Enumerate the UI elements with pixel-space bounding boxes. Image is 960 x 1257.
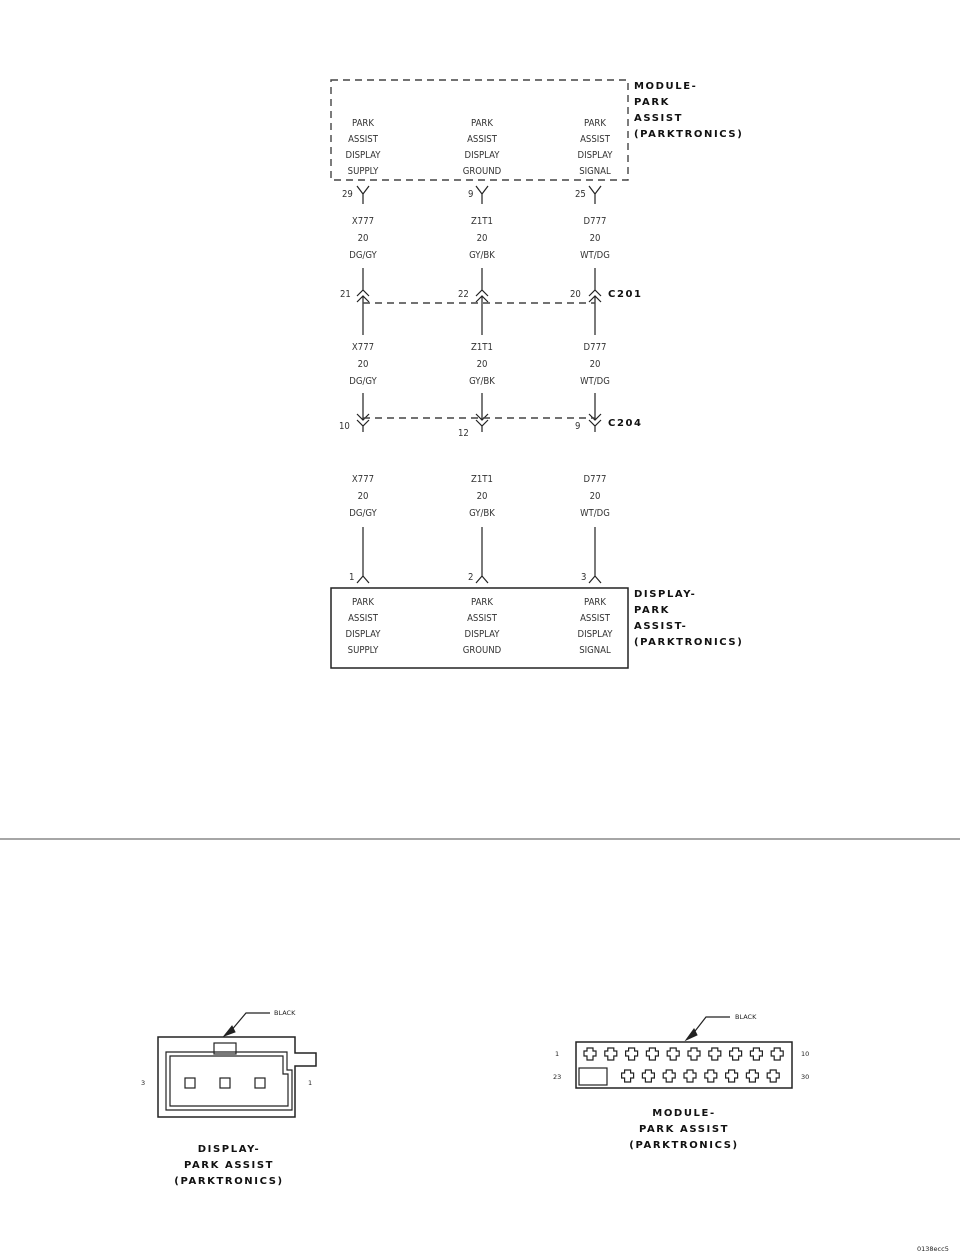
svg-text:PARK ASSIST: PARK ASSIST — [638, 1124, 730, 1135]
module-cavity-27 — [705, 1070, 717, 1082]
svg-text:MODULE-: MODULE- — [634, 81, 698, 92]
c204-symbols — [357, 393, 601, 432]
svg-text:DG/GY: DG/GY — [349, 250, 377, 261]
svg-text:SIGNAL: SIGNAL — [579, 166, 611, 177]
wire-labels-seg3 — [349, 474, 610, 519]
svg-text:Z1T1: Z1T1 — [471, 342, 493, 353]
module-connector-cavities — [584, 1048, 783, 1082]
display-circuit-2 — [463, 597, 502, 656]
svg-text:20: 20 — [357, 233, 369, 244]
display-connector-pin-left: 3 — [141, 1079, 146, 1087]
module-connector-pin-bottom-right: 30 — [801, 1073, 810, 1081]
module-cavity-26 — [684, 1070, 696, 1082]
display-circuit-1 — [346, 597, 382, 656]
c204-pin-3: 9 — [575, 421, 581, 432]
svg-text:20: 20 — [589, 491, 601, 502]
svg-text:GROUND: GROUND — [462, 166, 502, 177]
svg-text:ASSIST: ASSIST — [348, 134, 378, 145]
module-cavity-24 — [642, 1070, 654, 1082]
svg-text:MODULE-: MODULE- — [652, 1108, 716, 1119]
svg-text:DISPLAY-: DISPLAY- — [197, 1144, 261, 1155]
svg-text:PARK: PARK — [471, 597, 493, 608]
module-circuit-3 — [578, 118, 614, 177]
module-title — [634, 81, 743, 140]
module-cavity-2 — [605, 1048, 617, 1060]
svg-text:(PARKTRONICS): (PARKTRONICS) — [174, 1176, 284, 1187]
svg-text:WT/DG: WT/DG — [580, 250, 610, 261]
c201-pin-1: 21 — [340, 289, 351, 300]
svg-text:PARK: PARK — [471, 118, 493, 129]
svg-text:GY/BK: GY/BK — [469, 376, 495, 387]
svg-text:DISPLAY-: DISPLAY- — [634, 589, 697, 600]
display-circuit-3 — [578, 597, 614, 656]
svg-text:SUPPLY: SUPPLY — [347, 645, 379, 656]
svg-text:DISPLAY: DISPLAY — [464, 629, 500, 640]
svg-text:20: 20 — [589, 359, 601, 370]
display-pin-2: 2 — [468, 572, 474, 583]
display-pin-symbols — [357, 527, 601, 583]
module-circuit-1 — [346, 118, 382, 177]
module-cavity-23 — [622, 1070, 634, 1082]
svg-text:ASSIST: ASSIST — [580, 134, 610, 145]
c201-pin-3: 20 — [570, 289, 581, 300]
module-box — [331, 80, 628, 180]
wire-labels-seg2 — [349, 342, 610, 387]
svg-text:SUPPLY: SUPPLY — [347, 166, 379, 177]
svg-text:20: 20 — [476, 359, 488, 370]
svg-text:D777: D777 — [583, 474, 607, 485]
module-circuit-2 — [463, 118, 502, 177]
module-cavity-10 — [771, 1048, 783, 1060]
display-title — [634, 589, 743, 648]
svg-text:ASSIST-: ASSIST- — [634, 621, 688, 632]
display-connector-view — [158, 1013, 316, 1117]
svg-text:SIGNAL: SIGNAL — [579, 645, 611, 656]
svg-text:WT/DG: WT/DG — [580, 508, 610, 519]
module-cavity-29 — [746, 1070, 758, 1082]
c204-pin-1: 10 — [339, 421, 350, 432]
figure-id: 0138ecc5 — [917, 1245, 949, 1253]
svg-text:X777: X777 — [351, 342, 375, 353]
svg-text:PARK: PARK — [634, 97, 670, 108]
module-cavity-28 — [726, 1070, 738, 1082]
module-pin-3: 25 — [575, 189, 586, 200]
module-connector-caption — [629, 1108, 738, 1151]
svg-text:PARK: PARK — [584, 118, 606, 129]
svg-text:ASSIST: ASSIST — [467, 134, 497, 145]
svg-text:20: 20 — [476, 233, 488, 244]
svg-text:PARK: PARK — [584, 597, 606, 608]
svg-text:20: 20 — [589, 233, 601, 244]
c201-symbols — [357, 268, 601, 335]
svg-text:Z1T1: Z1T1 — [471, 474, 493, 485]
svg-text:GY/BK: GY/BK — [469, 250, 495, 261]
module-pin-2: 9 — [468, 189, 474, 200]
svg-text:(PARKTRONICS): (PARKTRONICS) — [634, 129, 744, 140]
module-pin-symbols — [357, 186, 601, 204]
svg-text:WT/DG: WT/DG — [580, 376, 610, 387]
svg-text:(PARKTRONICS): (PARKTRONICS) — [629, 1140, 739, 1151]
display-pin-3: 3 — [581, 572, 587, 583]
svg-text:20: 20 — [476, 491, 488, 502]
module-cavity-6 — [688, 1048, 700, 1060]
c201-pin-2: 22 — [458, 289, 469, 300]
svg-text:X777: X777 — [351, 216, 375, 227]
module-connector-color-label: BLACK — [735, 1013, 757, 1021]
svg-text:DG/GY: DG/GY — [349, 376, 377, 387]
module-connector-key — [579, 1068, 607, 1085]
svg-text:ASSIST: ASSIST — [634, 113, 684, 124]
module-cavity-30 — [767, 1070, 779, 1082]
svg-text:ASSIST: ASSIST — [580, 613, 610, 624]
module-cavity-9 — [750, 1048, 762, 1060]
svg-text:ASSIST: ASSIST — [467, 613, 497, 624]
display-connector-cavity-3 — [185, 1078, 195, 1088]
svg-text:PARK ASSIST: PARK ASSIST — [183, 1160, 275, 1171]
c204-pin-2: 12 — [458, 428, 469, 439]
module-cavity-5 — [667, 1048, 679, 1060]
c204-label: C204 — [608, 418, 643, 429]
display-connector-pin-right: 1 — [308, 1079, 313, 1087]
svg-text:DISPLAY: DISPLAY — [577, 629, 613, 640]
svg-text:GY/BK: GY/BK — [469, 508, 495, 519]
svg-text:GROUND: GROUND — [462, 645, 502, 656]
svg-text:X777: X777 — [351, 474, 375, 485]
module-cavity-7 — [709, 1048, 721, 1060]
svg-text:20: 20 — [357, 491, 369, 502]
c201-label: C201 — [608, 289, 643, 300]
module-cavity-8 — [730, 1048, 742, 1060]
display-pin-1: 1 — [349, 572, 355, 583]
svg-text:DISPLAY: DISPLAY — [577, 150, 613, 161]
svg-text:D777: D777 — [583, 216, 607, 227]
module-cavity-25 — [663, 1070, 675, 1082]
svg-text:DISPLAY: DISPLAY — [464, 150, 500, 161]
display-connector-color-label: BLACK — [274, 1009, 296, 1017]
wire-labels-seg1 — [349, 216, 610, 261]
module-cavity-3 — [626, 1048, 638, 1060]
module-cavity-1 — [584, 1048, 596, 1060]
display-connector-caption — [174, 1144, 283, 1187]
module-pin-1: 29 — [342, 189, 353, 200]
svg-text:DG/GY: DG/GY — [349, 508, 377, 519]
svg-text:PARK: PARK — [352, 597, 374, 608]
svg-text:D777: D777 — [583, 342, 607, 353]
svg-text:Z1T1: Z1T1 — [471, 216, 493, 227]
module-cavity-4 — [646, 1048, 658, 1060]
svg-text:ASSIST: ASSIST — [348, 613, 378, 624]
module-connector-pin-bottom-left: 23 — [553, 1073, 562, 1081]
svg-text:DISPLAY: DISPLAY — [345, 629, 381, 640]
svg-text:20: 20 — [357, 359, 369, 370]
svg-text:PARK: PARK — [352, 118, 374, 129]
svg-text:PARK: PARK — [634, 605, 670, 616]
display-connector-cavity-2 — [220, 1078, 230, 1088]
module-connector-pin-top-left: 1 — [555, 1050, 560, 1058]
svg-text:DISPLAY: DISPLAY — [345, 150, 381, 161]
svg-text:(PARKTRONICS): (PARKTRONICS) — [634, 637, 744, 648]
module-connector-pin-top-right: 10 — [801, 1050, 810, 1058]
display-connector-cavity-1 — [255, 1078, 265, 1088]
